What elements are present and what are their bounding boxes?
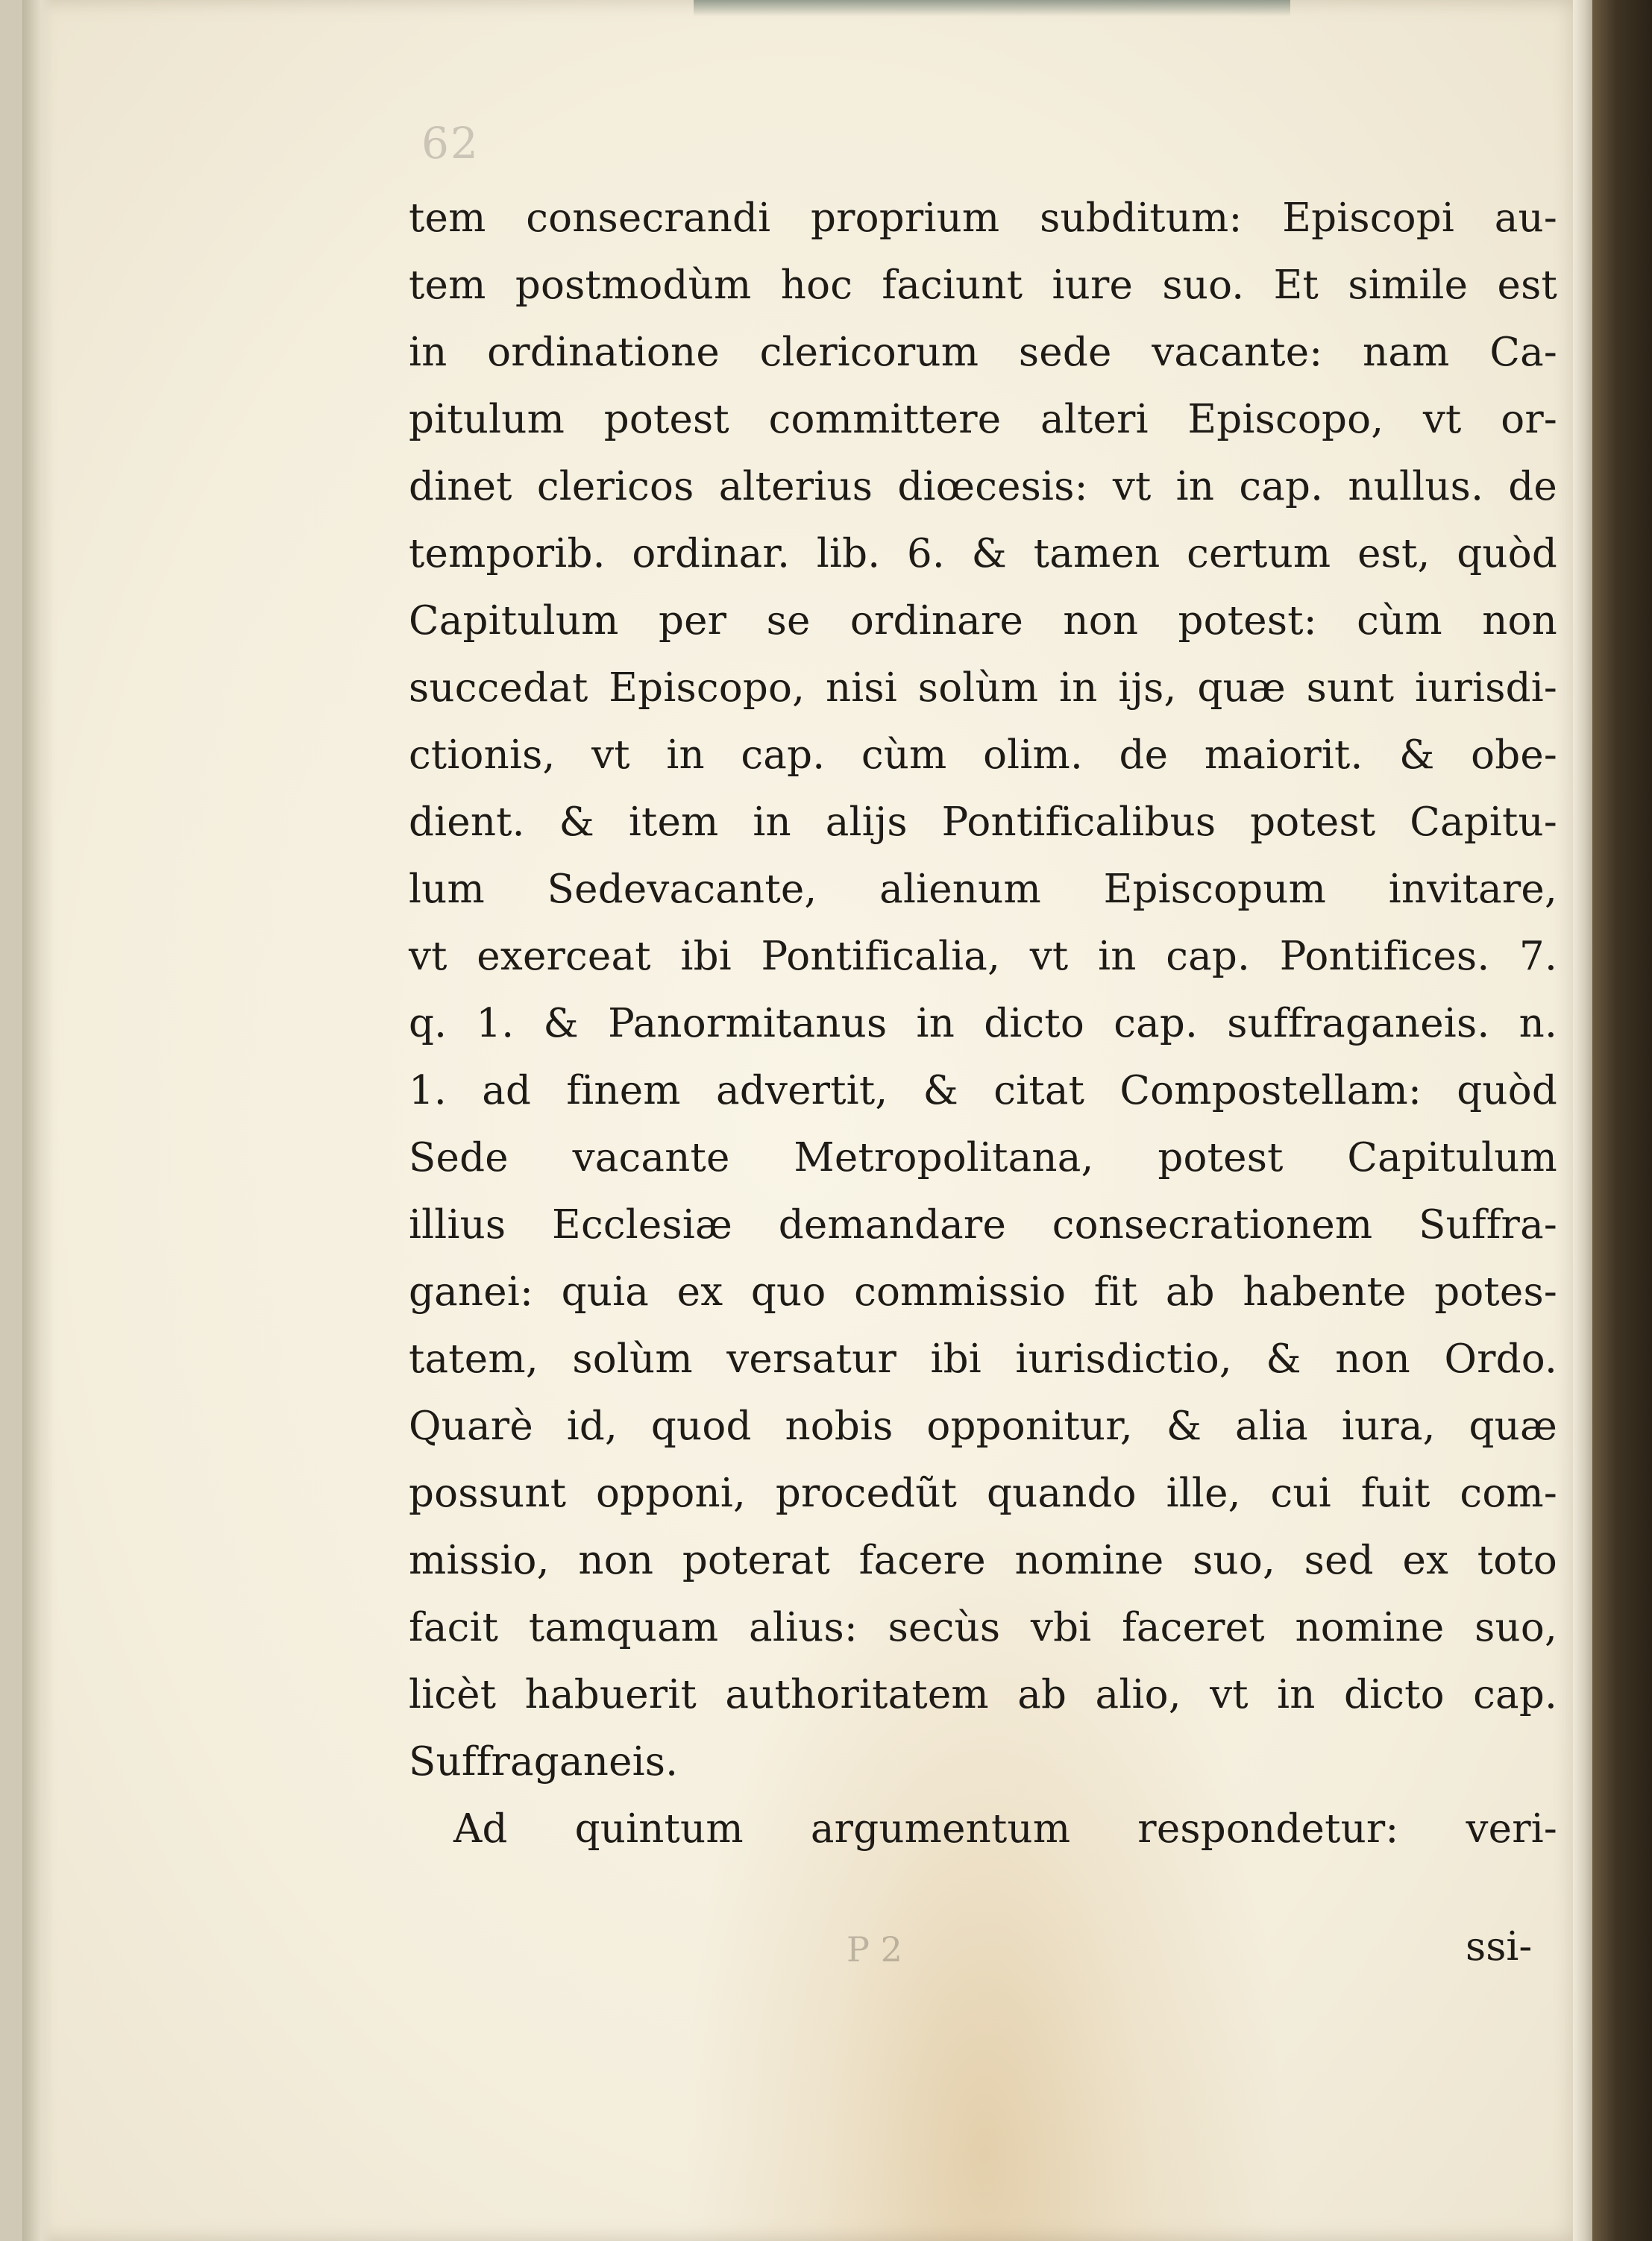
text-line: pitulum potest committere alteri Episcopo, vt or- (409, 397, 1557, 442)
text-line: ctionis, vt in cap. cùm olim. de maiorit. & obe- (409, 732, 1557, 778)
signature-mark: P 2 (847, 1929, 902, 1970)
text-line: tatem, solùm versatur ibi iurisdictio, & non Ordo. (409, 1336, 1557, 1382)
text-line: succedat Episcopo, nisi solùm in ijs, quæ sunt iurisdi- (409, 665, 1557, 711)
text-line: tem consecrandi proprium subditum: Episcopi au- (409, 195, 1557, 241)
text-line: illius Ecclesiæ demandare consecrationem Suffra- (409, 1202, 1557, 1248)
paragraph-start-line: Ad quintum argumentum respondetur: veri- (453, 1806, 1557, 1852)
text-line: 1. ad finem advertit, & citat Compostellam: quòd (409, 1068, 1557, 1113)
text-line: lum Sedevacante, alienum Episcopum invitare, (409, 867, 1557, 912)
text-line: ganei: quia ex quo commissio fit ab habente potes- (409, 1269, 1557, 1315)
text-line: tem postmodùm hoc faciunt iure suo. Et simile est (409, 263, 1557, 308)
text-line: facit tamquam alius: secùs vbi faceret nomine suo, (409, 1605, 1557, 1650)
text-line: dient. & item in alijs Pontificalibus potest Capitu- (409, 799, 1557, 845)
text-line: Suffraganeis. (409, 1739, 679, 1785)
text-line: Quarè id, quod nobis opponitur, & alia iura, quæ (409, 1404, 1557, 1449)
text-line: temporib. ordinar. lib. 6. & tamen certum est, quòd (409, 531, 1557, 576)
text-line: Capitulum per se ordinare non potest: cùm non (409, 598, 1557, 644)
next-page-edge (1573, 0, 1592, 2241)
text-line: in ordinatione clericorum sede vacante: nam Ca- (409, 330, 1557, 375)
text-line: possunt opponi, procedũt quando ille, cui fuit com- (409, 1471, 1557, 1516)
text-line: q. 1. & Panormitanus in dicto cap. suffraganeis. n. (409, 1001, 1557, 1046)
page-number: 62 (421, 118, 480, 169)
text-line: licèt habuerit authoritatem ab alio, vt in dicto cap. (409, 1672, 1557, 1717)
body-text (409, 185, 1557, 1863)
catchword: ssi- (1466, 1924, 1533, 1970)
book-page (22, 0, 1574, 2241)
book-binding (1592, 0, 1652, 2241)
text-line: dinet clericos alterius diœcesis: vt in cap. nullus. de (409, 464, 1557, 509)
text-line: missio, non poterat facere nomine suo, sed ex toto (409, 1538, 1557, 1583)
text-line: vt exerceat ibi Pontificalia, vt in cap. Pontifices. 7. (409, 934, 1557, 979)
page-gutter-shadow (22, 0, 54, 2241)
page-edge-stain (694, 0, 1290, 16)
text-line: Sede vacante Metropolitana, potest Capitulum (409, 1135, 1557, 1181)
